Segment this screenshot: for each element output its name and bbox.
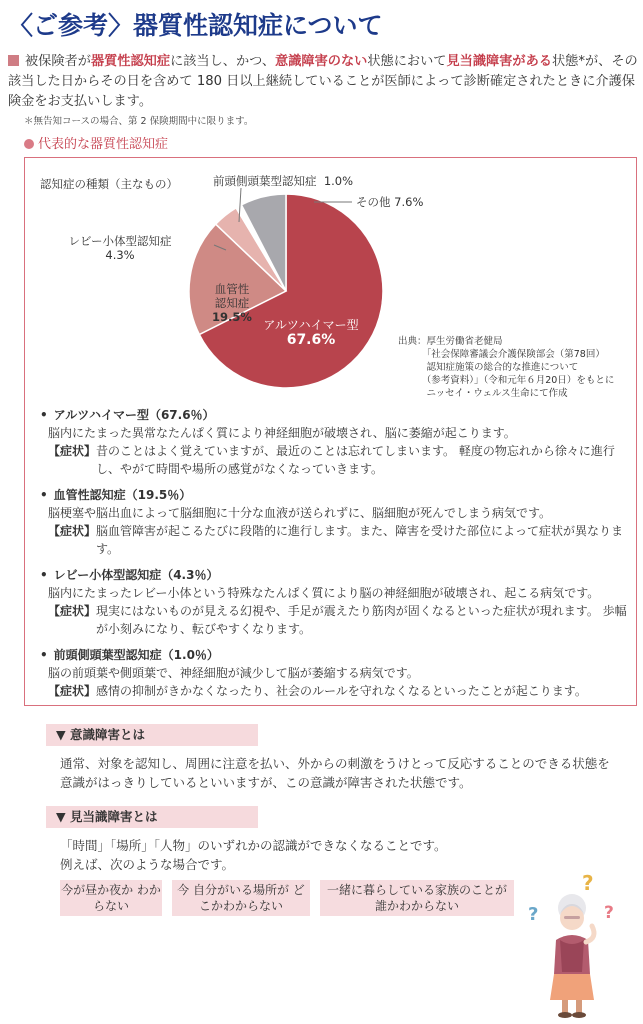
item-symptom	[40, 522, 630, 558]
pie-label-ftd-name: 前頭側頭葉型認知症	[213, 174, 317, 188]
intro-text: 被保険者が	[25, 54, 91, 69]
item-symptom	[40, 602, 630, 638]
question-mark-icon: ?	[582, 871, 594, 895]
disorientation-body	[60, 836, 447, 874]
example-box	[172, 880, 310, 916]
symptom-text: 脳血管障害が起こるたびに段階的に進行します。また、障害を受けた部位によって症状が異なります。	[96, 524, 624, 556]
pie-label-alzheimer	[258, 318, 364, 349]
symptom-tag: 【症状】	[48, 604, 97, 618]
item-heading: • レビー小体型認知症（4.3％）	[40, 566, 630, 584]
intro-text: 状態*が、その該当した日からその日を含めて 180 日以上継続していることが医師によって診断確定されたときに介護保険金をお支払いします。	[8, 54, 638, 109]
footnote: ＊無告知コースの場合、第 2 保険期間中に限ります。	[24, 116, 254, 127]
confused-elderly-woman-icon	[520, 868, 635, 1018]
page-title: 〈ご参考〉器質性認知症について	[8, 11, 383, 40]
source-line: ニッセイ・ウェルス生命にて作成	[398, 388, 568, 399]
intro-highlight: 器質性認知症	[90, 54, 171, 69]
disorientation-line: 例えば、次のような場合です。	[60, 857, 235, 872]
item-heading: • 血管性認知症（19.5％）	[40, 486, 630, 504]
pie-label-other-value: 7.6%	[394, 195, 424, 209]
pie-label-lewy	[64, 234, 176, 262]
example-box	[320, 880, 514, 916]
example-box	[60, 880, 162, 916]
symptom-tag: 【症状】	[48, 524, 97, 538]
symptom-text: 感情の抑制がきかなくなったり、社会のルールを守れなくなるといったことが起こります。	[96, 684, 587, 698]
question-mark-icon: ?	[528, 904, 539, 925]
list-item	[40, 646, 630, 700]
chart-title: 認知症の種類（主なもの）	[40, 177, 178, 191]
list-item	[40, 486, 630, 558]
dementia-type-list	[40, 406, 630, 708]
section-title: 代表的な器質性認知症	[38, 137, 169, 152]
pie-label-lewy-value: 4.3%	[105, 248, 135, 262]
disorientation-heading: ▼ 見当識障害とは	[46, 806, 258, 828]
item-description: 脳梗塞や脳出血によって脳細胞に十分な血液が送られずに、脳細胞が死んでしまう病気です。	[48, 506, 552, 520]
pie-label-vascular-value: 19.5%	[212, 310, 252, 324]
list-item	[40, 566, 630, 638]
pie-label-vascular-name: 認知症	[214, 296, 250, 310]
item-heading: • アルツハイマー型（67.6％）	[40, 406, 630, 424]
intro-text: に該当し、かつ、	[170, 54, 276, 69]
consciousness-heading: ▼ 意識障害とは	[46, 724, 258, 746]
pie-label-other	[356, 195, 423, 209]
example-text: 今が昼か夜か わからない	[61, 883, 161, 913]
pie-label-lewy-name: レビー小体型認知症	[68, 234, 172, 248]
pie-label-ftd-value: 1.0%	[323, 174, 354, 188]
symptom-text: 昔のことはよく覚えていますが、最近のことは忘れてしまいます。 軽度の物忘れから徐々に進行し、やがて時間や場所の感覚がなくなっていきます。	[96, 444, 615, 476]
symptom-tag: 【症状】	[48, 444, 97, 458]
item-symptom	[40, 442, 630, 478]
pie-label-ftd	[213, 174, 353, 188]
pie-label-alzheimer-value: 67.6%	[286, 332, 336, 348]
disorientation-line: 「時間」「場所」「人物」のいずれかの認識ができなくなることです。	[60, 838, 447, 853]
item-description: 脳内にたまった異常なたんぱく質により神経細胞が破壊され、脳に萎縮が起こります。	[48, 426, 516, 440]
intro-highlight: 意識障害のない	[275, 54, 368, 69]
symptom-text: 現実にはないものが見える幻視や、手足が震えたり筋肉が固くなるといった症状が現れます。 歩幅が小刻みになり、転びやすくなります。	[96, 604, 627, 636]
source-citation	[398, 335, 614, 400]
intro-highlight: 見当識障害がある	[446, 54, 552, 69]
example-text: 一緒に暮らしている家族のことが 誰かわからない	[326, 883, 507, 913]
list-item	[40, 406, 630, 478]
source-line: （参考資料）」（令和元年６月20日）をもとに	[398, 375, 615, 386]
consciousness-body: 通常、対象を認知し、周囲に注意を払い、外からの刺激をうけとって反応することのできる状態を意識がはっきりしているといいますが、この意識が障害された状態です。	[60, 756, 610, 790]
item-heading: • 前頭側頭葉型認知症（1.0％）	[40, 646, 630, 664]
pie-label-vascular-name: 血管性	[214, 282, 250, 296]
item-description: 脳の前頭葉や側頭葉で、神経細胞が減少して脳が萎縮する病気です。	[48, 666, 419, 680]
source-line: 認知症施策の総合的な推進について	[398, 362, 579, 373]
example-text: 今 自分がいる場所が どこかわからない	[177, 883, 305, 913]
pie-label-alzheimer-name: アルツハイマー型	[263, 318, 359, 332]
question-mark-icon: ?	[604, 903, 614, 923]
item-description: 脳内にたまったレビー小体という特殊なたんぱく質により脳の神経細胞が破壊され、起こる病気です。	[48, 586, 600, 600]
intro-text: 状態において	[367, 54, 447, 69]
symptom-tag: 【症状】	[48, 684, 97, 698]
source-line: 出典：厚生労働省老健局	[398, 336, 503, 347]
pie-label-other-name: その他	[356, 195, 391, 209]
item-symptom	[40, 682, 630, 700]
source-line: 「社会保障審議会介護保険部会（第78回）	[398, 349, 605, 360]
pie-label-vascular	[206, 282, 258, 324]
